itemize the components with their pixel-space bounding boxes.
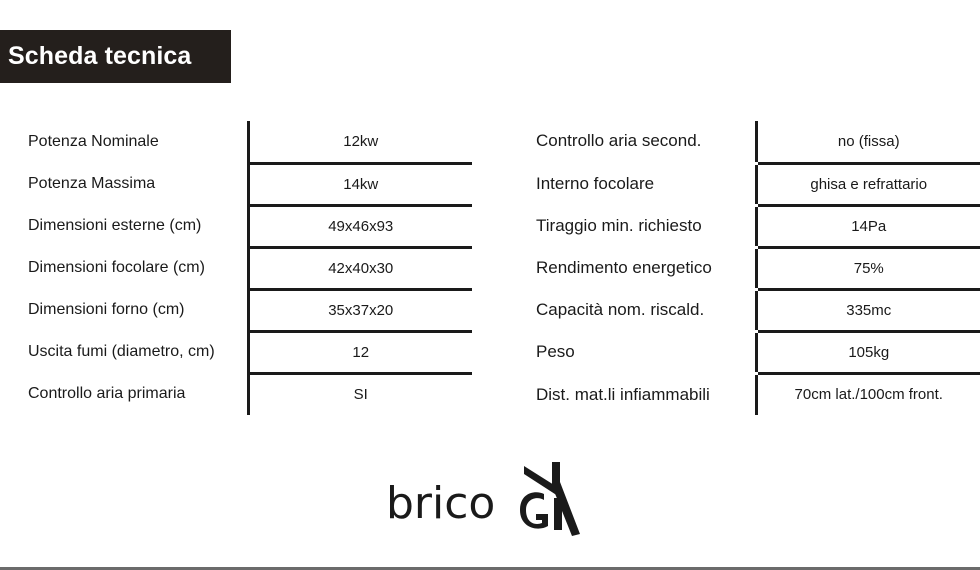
table-row [536,121,980,163]
table-row [536,289,980,331]
spec-label: Interno focolare [536,174,655,193]
spec-value: 12kw [248,121,472,163]
table-row [28,331,472,373]
spec-table-left [28,121,472,415]
spec-label: Tiraggio min. richiesto [536,216,702,235]
table-row [28,205,472,247]
table-row [536,163,980,205]
spec-value: 35x37x20 [248,289,472,331]
spec-table-right [536,121,980,415]
spec-label: Dimensioni forno (cm) [28,301,185,318]
page-title-text: Scheda tecnica [8,42,192,70]
spec-label: Capacità nom. riscald. [536,300,705,319]
table-row [28,289,472,331]
spec-label: Dimensioni esterne (cm) [28,217,202,234]
spec-label: Uscita fumi (diametro, cm) [28,343,215,360]
page-title [0,30,231,83]
spec-value: 42x40x30 [248,247,472,289]
spec-label: Potenza Massima [28,175,156,192]
house-roof-logo-icon [514,460,586,538]
spec-label: Controllo aria second. [536,131,702,151]
table-row [28,373,472,415]
spec-value: 14kw [248,163,472,205]
spec-label: Dimensioni focolare (cm) [28,259,205,276]
table-row [28,247,472,289]
spec-value: 70cm lat./100cm front. [756,373,980,415]
table-row [536,205,980,247]
spec-value: ghisa e refrattario [756,163,980,205]
spec-value: 12 [248,331,472,373]
spec-label: Potenza Nominale [28,133,159,150]
spec-value: 335mc [756,289,980,331]
spec-label: Rendimento energetico [536,258,712,277]
spec-label: Dist. mat.li infiammabili [536,384,710,404]
brand-logo-text-a: brico [386,478,496,529]
table-row [28,163,472,205]
spec-value: 49x46x93 [248,205,472,247]
spec-value: SI [248,373,472,415]
table-row [536,331,980,373]
spec-label: Peso [536,342,575,361]
brand-logo [386,460,586,540]
table-row [28,121,472,163]
spec-value: 14Pa [756,205,980,247]
spec-value: no (fissa) [756,121,980,163]
spec-value: 75% [756,247,980,289]
table-row [536,247,980,289]
table-row [536,373,980,415]
spec-value: 105kg [756,331,980,373]
spec-label: Controllo aria primaria [28,385,186,402]
